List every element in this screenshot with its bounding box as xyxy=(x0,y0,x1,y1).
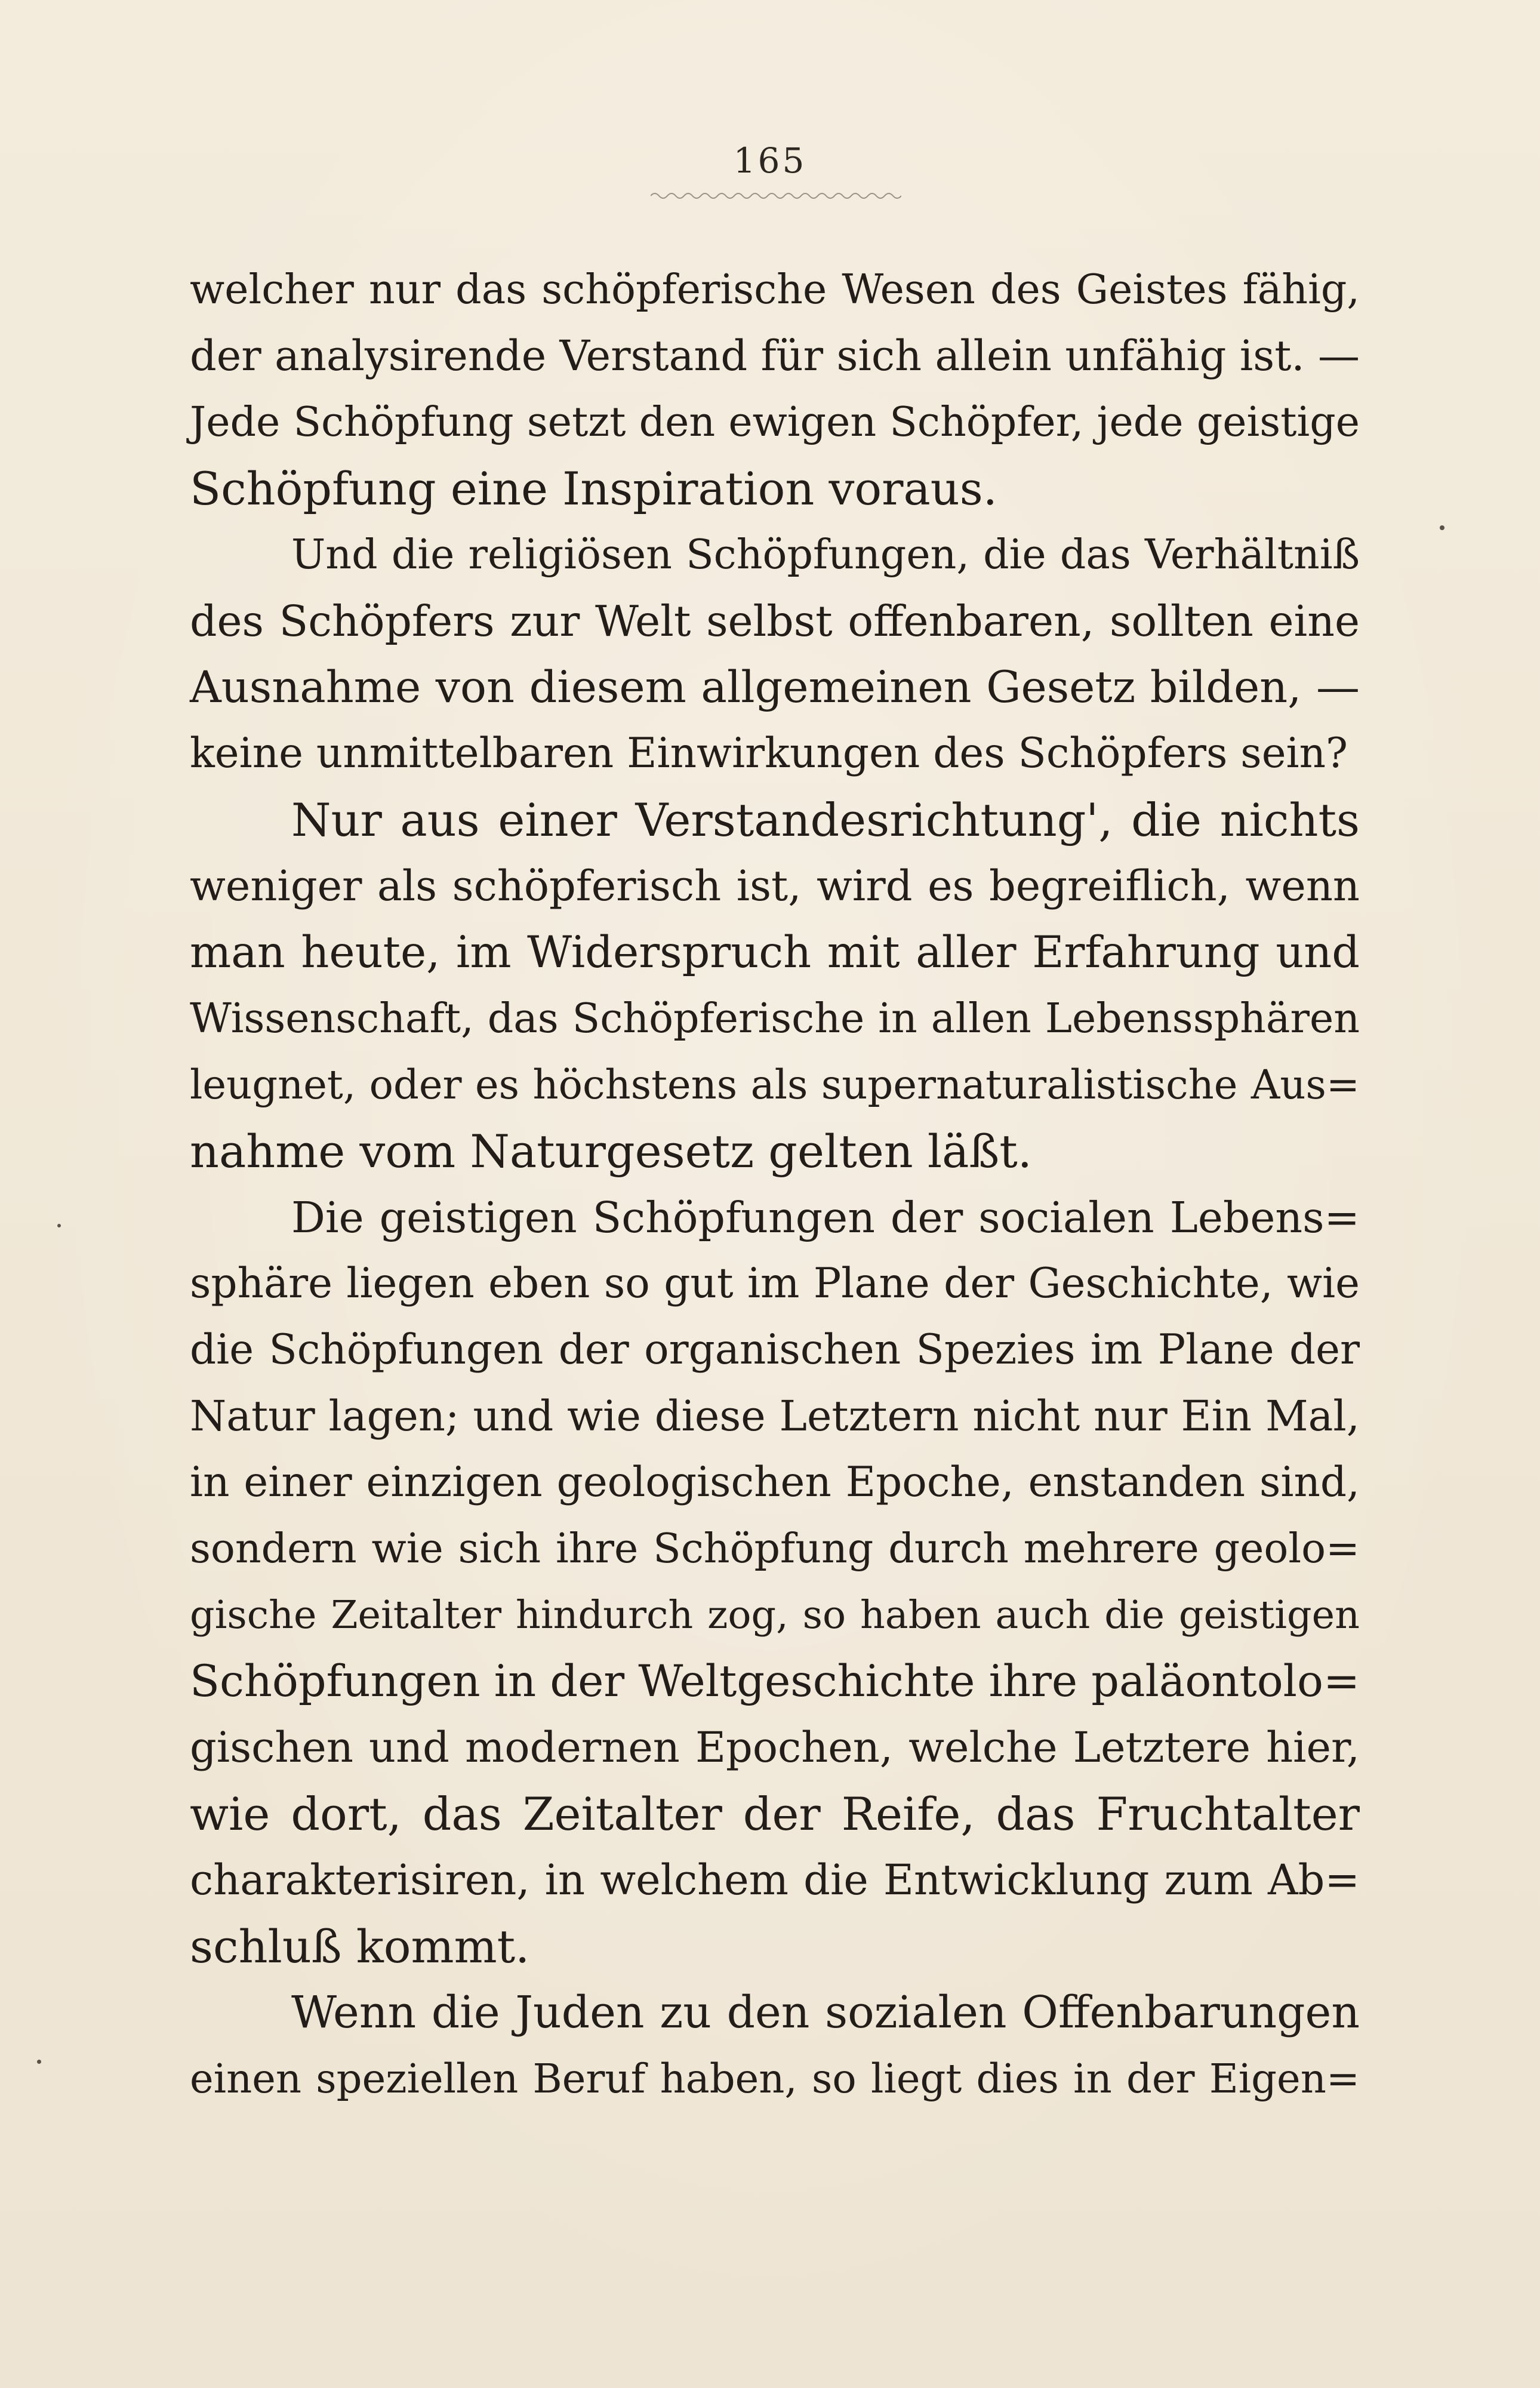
text-line: Schöpfungen in der Weltgeschichte ihre paläontolo= xyxy=(190,1656,1360,1707)
text-line: des Schöpfers zur Welt selbst offenbaren, sollten eine xyxy=(190,596,1360,646)
text-line: Schöpfung eine Inspiration voraus. xyxy=(190,462,997,515)
text-line: sondern wie sich ihre Schöpfung durch mehrere geolo= xyxy=(190,1525,1360,1572)
body-text xyxy=(190,257,1360,2112)
text-line: gischen und modernen Epochen, welche Letztere hier, xyxy=(190,1723,1360,1772)
text-line: nahme vom Naturgesetz gelten läßt. xyxy=(190,1125,1032,1178)
text-line: wie dort, das Zeitalter der Reife, das Fruchtalter xyxy=(190,1787,1360,1841)
text-line: Ausnahme von diesem allgemeinen Gesetz bilden, — xyxy=(190,662,1360,713)
text-line: gische Zeitalter hindurch zog, so haben auch die geistigen xyxy=(190,1593,1360,1638)
text-line: Und die religiösen Schöpfungen, die das Verhältniß xyxy=(291,531,1360,578)
speck-mark xyxy=(57,1224,61,1227)
text-line: die Schöpfungen der organischen Spezies im Plane der xyxy=(190,1326,1360,1374)
text-line: leugnet, oder es höchstens als supernaturalistische Aus= xyxy=(190,1061,1360,1108)
text-line: einen speziellen Beruf haben, so liegt dies in der Eigen= xyxy=(190,2055,1360,2102)
text-line: man heute, im Widerspruch mit aller Erfahrung und xyxy=(190,927,1360,978)
text-line: weniger als schöpferisch ist, wird es begreiflich, wenn xyxy=(190,861,1360,910)
text-line: sphäre liegen eben so gut im Plane der Geschichte, wie xyxy=(190,1260,1360,1307)
text-line: Wissenschaft, das Schöpferische in allen Lebenssphären xyxy=(190,995,1360,1042)
text-line: in einer einzigen geologischen Epoche, enstanden sind, xyxy=(190,1458,1360,1506)
text-line: charakterisiren, in welchem die Entwicklung zum Ab= xyxy=(190,1855,1360,1904)
text-line: keine unmittelbaren Einwirkungen des Schöpfers sein? xyxy=(190,730,1348,777)
wavy-rule-icon xyxy=(651,190,901,202)
text-line: welcher nur das schöpferische Wesen des Geistes fähig, xyxy=(190,266,1360,313)
speck-mark xyxy=(37,2060,41,2064)
text-line: Jede Schöpfung setzt den ewigen Schöpfer, jede geistige xyxy=(190,399,1360,446)
text-line: Wenn die Juden zu den sozialen Offenbarungen xyxy=(291,1987,1360,2038)
text-line: schluß kommt. xyxy=(190,1920,530,1973)
text-line: Natur lagen; und wie diese Letztern nicht nur Ein Mal, xyxy=(190,1392,1360,1441)
speck-mark xyxy=(1440,525,1444,530)
text-line: Nur aus einer Verstandesrichtung', die nichts xyxy=(291,793,1360,847)
page-number: 165 xyxy=(733,140,807,181)
page-number-ornament xyxy=(651,190,901,202)
text-line: Die geistigen Schöpfungen der socialen Lebens= xyxy=(291,1193,1360,1242)
text-line: der analysirende Verstand für sich allein unfähig ist. — xyxy=(190,331,1360,380)
